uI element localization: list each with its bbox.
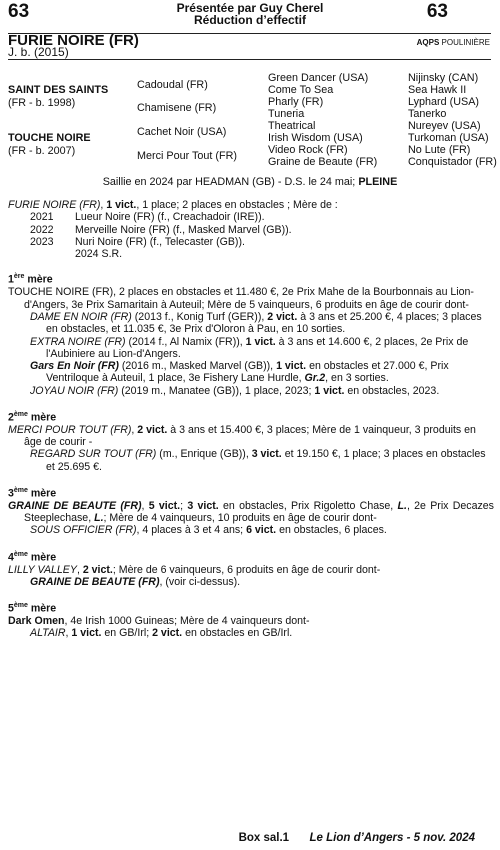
gen3-item: Green Dancer (USA) [268, 72, 369, 84]
produce-item: 2022 Merveille Noire (FR) (f., Masked Marvel (GB)). [30, 223, 292, 236]
gen3-item: Pharly (FR) [268, 96, 324, 108]
gen3-item: Tuneria [268, 108, 305, 120]
third-dam-heading: 3ème mère [8, 487, 57, 500]
category-code: AQPS [416, 38, 440, 47]
sire-info: (FR - b. 1998) [8, 97, 76, 109]
fifth-dam-heading: 5ème mère [8, 602, 57, 615]
horse-name: FURIE NOIRE (FR) [8, 32, 139, 49]
gen3-item: Theatrical [268, 120, 316, 132]
first-dam-produce: DAME EN NOIR (FR) (2013 f., Konig Turf (GER)), 2 vict. à 3 ans et 25.200 €, 4 places; 3 places en obstacles, et 11.035 €, 3e Prix d'Oloron à Pau, en 10 sorties. [30, 310, 482, 336]
dam-info: (FR - b. 2007) [8, 145, 76, 157]
gen4-item: Nureyev (USA) [408, 120, 481, 132]
horse-details: J. b. (2015) [8, 45, 69, 59]
fourth-dam-text: LILLY VALLEY, 2 vict.; Mère de 6 vainqueurs, 6 produits en âge de courir dont- [8, 563, 381, 576]
covering-status: PLEINE [358, 176, 398, 188]
third-dam-produce: SOUS OFFICIER (FR), 4 places à 3 et 4 ans; 6 vict. en obstacles, 6 places. [30, 524, 387, 537]
horse-category [417, 38, 490, 47]
reduction-line: Réduction d’effectif [193, 13, 306, 27]
produce-intro: FURIE NOIRE (FR), 1 vict., 1 place; 2 places en obstacles ; Mère de : [8, 199, 338, 211]
category-suffix: POULINIÈRE [441, 38, 490, 47]
gen4-item: Tanerko [408, 108, 447, 120]
first-dam-produce: EXTRA NOIRE (FR) (2014 f., Al Namix (FR)), 1 vict. à 3 ans et 14.600 €, 2 places, 2e Prix de l'Aubiniere au Lion-d'Angers. [30, 335, 469, 360]
second-dam-text: MERCI POUR TOUT (FR), 2 vict. à 3 ans et 15.400 €, 3 places; Mère de 1 vainqueur, 3 produits en âge de courir - [8, 423, 476, 449]
produce-item: 2023 Nuri Noire (FR) (f., Telecaster (GB)). [30, 235, 245, 248]
gen3-item: Video Rock (FR) [268, 144, 348, 156]
dam-name: TOUCHE NOIRE [8, 132, 91, 144]
fourth-dam-heading: 4ème mère [8, 550, 57, 564]
gen4-item: Conquistador (FR) [408, 156, 497, 168]
gen4-item: Turkoman (USA) [408, 132, 489, 144]
produce-item: 2024 S.R. [75, 248, 123, 261]
first-dam-produce: JOYAU NOIR (FR) (2019 m., Manatee (GB)), 1 place, 2023; 1 vict. en obstacles, 2023. [30, 384, 440, 397]
third-dam-text: GRAINE DE BEAUTE (FR), 5 vict.; 3 vict. en obstacles, Prix Rigoletto Chase, L., 2e Prix Decazes Steeplechase, L.; Mère de 4 vainqueurs, 10 produits en âge de courir dont- [8, 499, 494, 525]
covering-text: Saillie en 2024 par HEADMAN (GB) - D.S. le 24 mai; [102, 176, 359, 188]
fifth-dam-text: Dark Omen, 4e Irish 1000 Guineas; Mère de 4 vainqueurs dont- [8, 614, 310, 627]
second-dam-produce: REGARD SUR TOUT (FR) (m., Enrique (GB)), 3 vict. et 19.150 €, 1 place; 3 places en obstacles et 25.695 €. [30, 448, 486, 473]
gen3-item: Irish Wisdom (USA) [268, 132, 363, 144]
first-dam-produce: Gars En Noir (FR) (2016 m., Masked Marvel (GB)), 1 vict. en obstacles et 27.000 €, Prix Ventriloque à Auteuil, 1 place, 3e Fishery Lane Hurdle, Gr.2, en 3 sorties. [30, 360, 449, 385]
covering-line [0, 176, 500, 188]
sire-name: SAINT DES SAINTS [8, 84, 109, 96]
lot-number-left: 63 [8, 1, 30, 22]
footer [239, 832, 475, 844]
fifth-dam-produce: ALTAIR, 1 vict. en GB/Irl; 2 vict. en obstacles en GB/Irl. [30, 627, 293, 640]
gen4-item: No Lute (FR) [408, 144, 471, 156]
second-dam-heading: 2ème mère [8, 410, 57, 424]
footer-venue: Le Lion d’Angers - 5 nov. 2024 [309, 832, 475, 844]
gen4-item: Sea Hawk II [408, 84, 467, 96]
gen2-item: Cachet Noir (USA) [137, 126, 227, 138]
gen4-item: Nijinsky (CAN) [408, 72, 479, 84]
footer-box: Box sal.1 [238, 832, 290, 844]
gen4-item: Lyphard (USA) [408, 96, 480, 108]
catalogue-body [8, 199, 494, 640]
first-dam-heading: 1ère mère [8, 273, 53, 287]
gen2-item: Merci Pour Tout (FR) [137, 150, 237, 162]
produce-item: 2021 Lueur Noire (FR) (f., Creachadoir (IRE)). [30, 211, 265, 224]
first-dam-text: TOUCHE NOIRE (FR), 2 places en obstacles et 11.480 €, 2e Prix Mahe de la Bourbonnais au Lion-d'Angers, 3e Prix Samaritain à Auteuil; Mère de 5 vainqueurs, 6 produits en âge de courir dont- [8, 286, 474, 311]
gen2-item: Cadoudal (FR) [137, 79, 208, 91]
gen3-item: Graine de Beaute (FR) [268, 156, 378, 168]
presenter-line: Présentée par Guy Cherel [176, 1, 324, 15]
gen3-item: Come To Sea [268, 84, 334, 96]
bottom-rule [8, 59, 491, 60]
fourth-dam-produce: GRAINE DE BEAUTE (FR), (voir ci-dessus). [30, 575, 241, 588]
gen2-item: Chamisene (FR) [137, 102, 217, 114]
lot-number-right: 63 [426, 1, 448, 22]
